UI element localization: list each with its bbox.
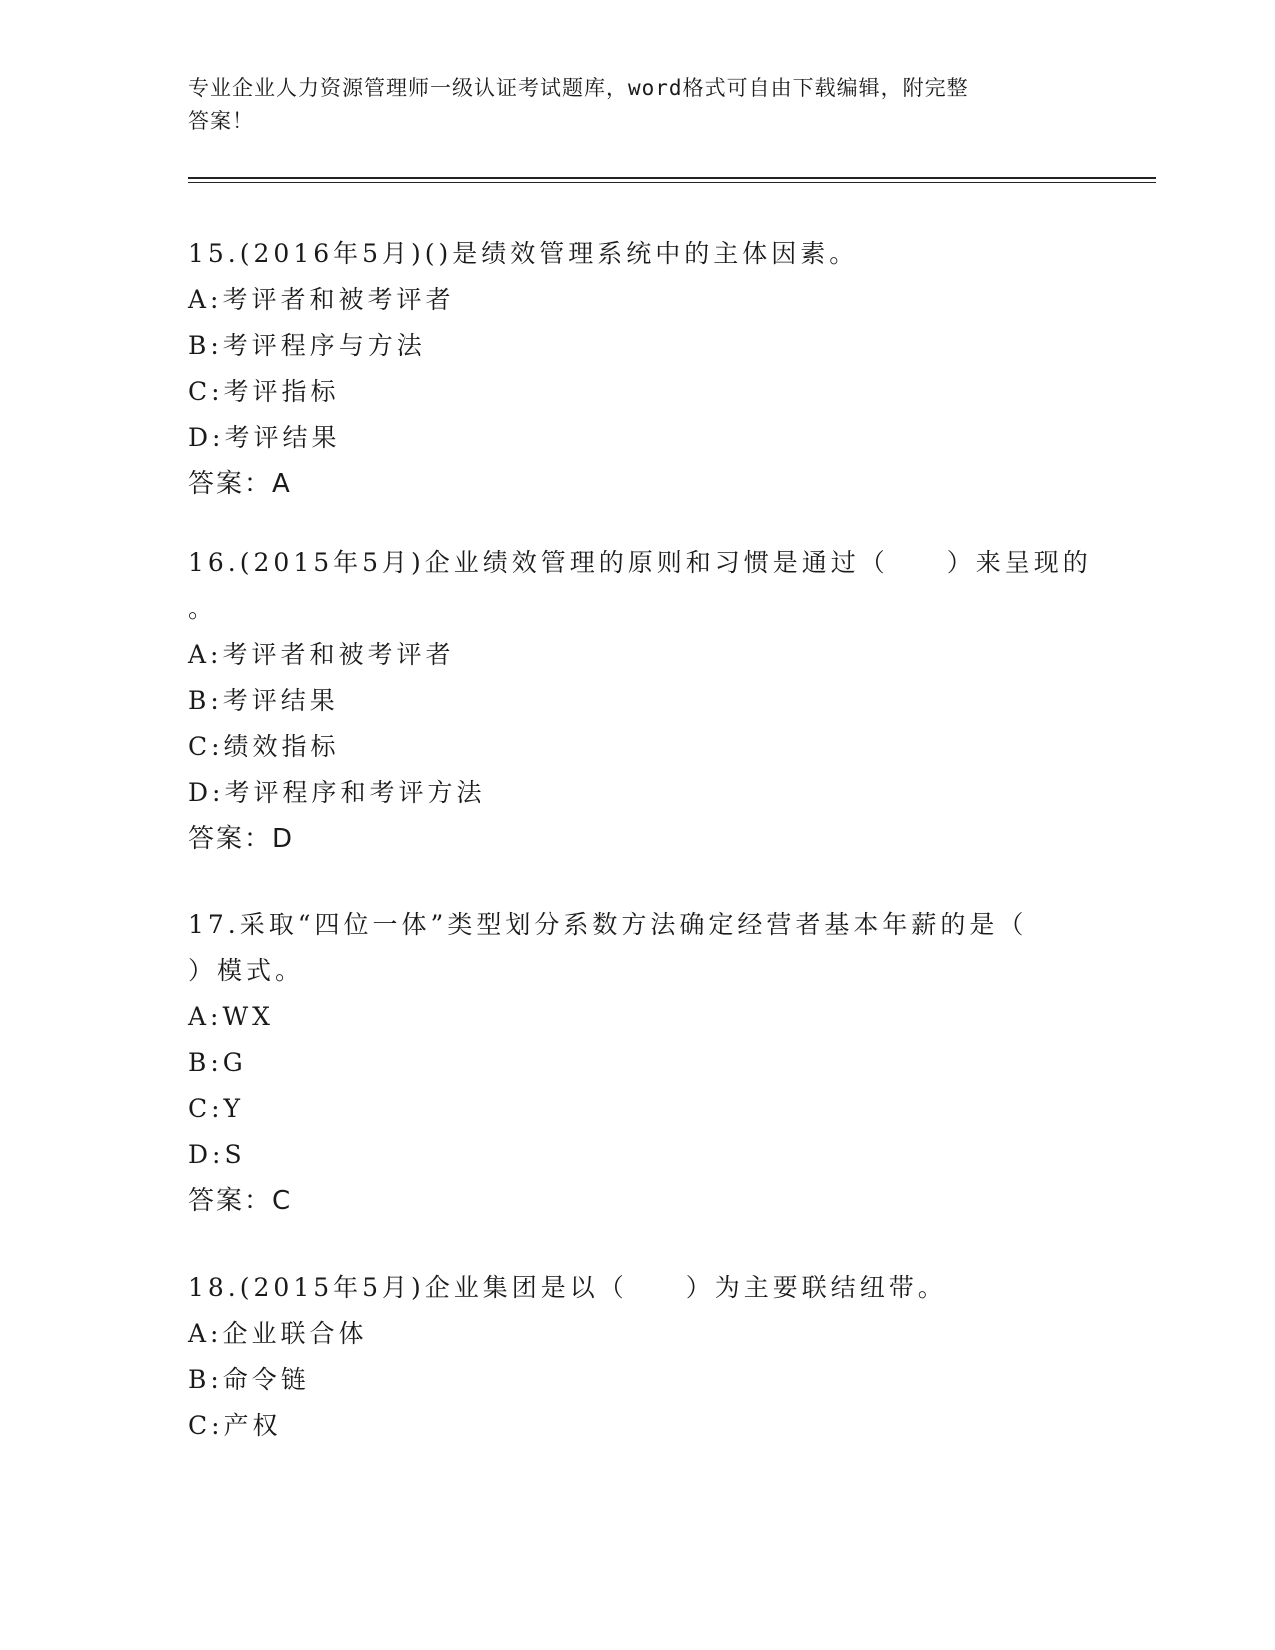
option-c: C:绩效指标 bbox=[188, 732, 340, 761]
document-header bbox=[188, 72, 1088, 138]
question-15 bbox=[188, 231, 1108, 507]
option-b: B:考评结果 bbox=[188, 686, 339, 715]
header-rule-thick bbox=[188, 177, 1156, 179]
question-18 bbox=[188, 1265, 1108, 1449]
header-line-2: 答案！ bbox=[188, 109, 254, 133]
question-stem: 15.(2016年5月)()是绩效管理系统中的主体因素。 bbox=[188, 239, 859, 268]
question-stem: 18.(2015年5月)企业集团是以（ ）为主要联结纽带。 bbox=[188, 1273, 947, 1302]
option-d: D:S bbox=[188, 1140, 246, 1169]
question-16 bbox=[188, 540, 1108, 862]
option-a: A:考评者和被考评者 bbox=[188, 285, 455, 314]
answer: 答案：A bbox=[188, 469, 292, 499]
option-c: C:考评指标 bbox=[188, 377, 340, 406]
option-d: D:考评程序和考评方法 bbox=[188, 778, 486, 807]
question-17 bbox=[188, 902, 1108, 1224]
answer: 答案：C bbox=[188, 1186, 293, 1216]
option-c: C:Y bbox=[188, 1094, 245, 1123]
option-d: D:考评结果 bbox=[188, 423, 341, 452]
question-stem-continued: ）模式。 bbox=[188, 956, 305, 985]
answer: 答案：D bbox=[188, 824, 295, 854]
header-line-1: 专业企业人力资源管理师一级认证考试题库，word格式可自由下载编辑，附完整 bbox=[188, 76, 969, 100]
option-a: A:WX bbox=[188, 1002, 274, 1031]
header-rule-thin bbox=[188, 182, 1156, 183]
question-stem: 16.(2015年5月)企业绩效管理的原则和习惯是通过（ ）来呈现的 bbox=[188, 548, 1092, 577]
question-stem-continued: 。 bbox=[188, 594, 218, 623]
option-b: B:命令链 bbox=[188, 1365, 310, 1394]
option-a: A:企业联合体 bbox=[188, 1319, 368, 1348]
question-stem: 17.采取“四位一体”类型划分系数方法确定经营者基本年薪的是（ bbox=[188, 910, 1028, 939]
option-b: B:考评程序与方法 bbox=[188, 331, 426, 360]
option-b: B:G bbox=[188, 1048, 247, 1077]
option-c: C:产权 bbox=[188, 1411, 282, 1440]
option-a: A:考评者和被考评者 bbox=[188, 640, 455, 669]
